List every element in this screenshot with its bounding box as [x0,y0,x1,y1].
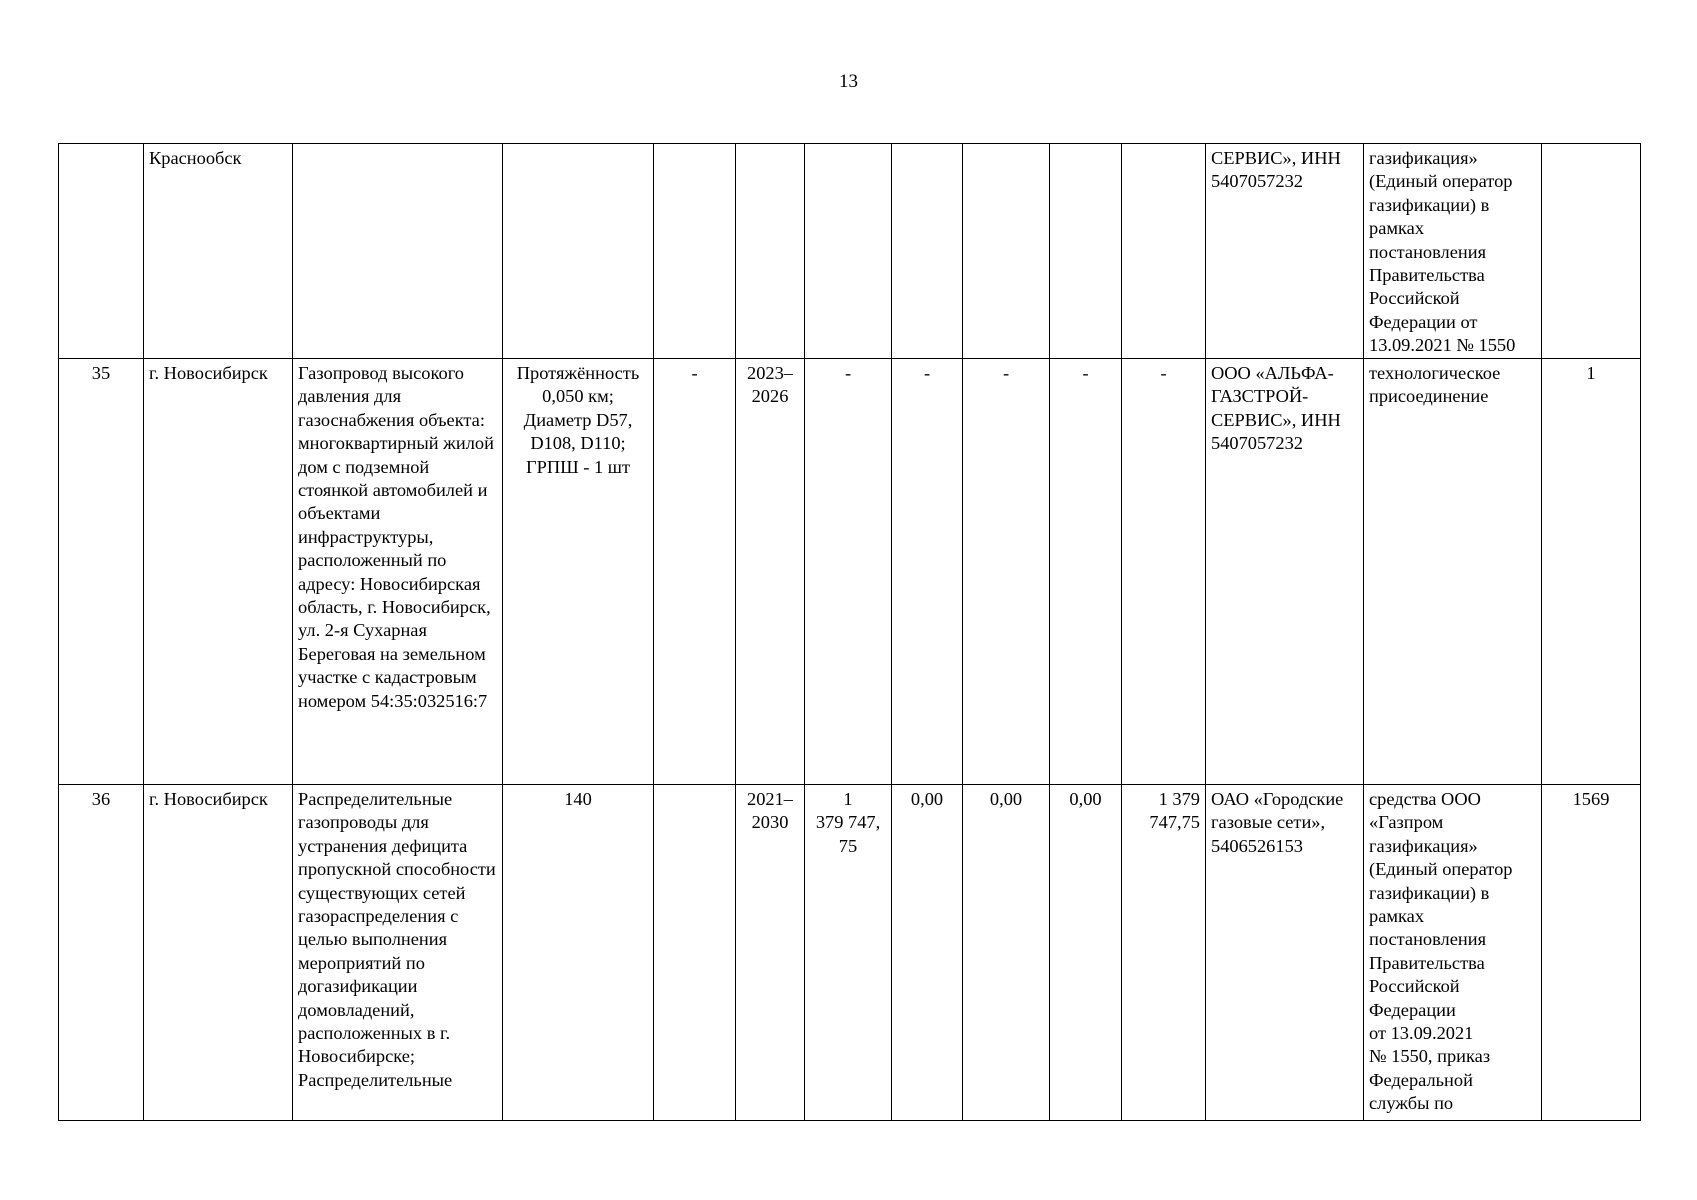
cell-executor: ООО «АЛЬФА-ГАЗСТРОЙ-СЕРВИС», ИНН 5407057232 [1206,359,1364,785]
cell-col11: - [1122,359,1206,785]
cell-source: газификация» (Единый оператор газификации) в рамках постановления Правительства Российской Федерации от 13.09.2021 № 1550 [1364,144,1542,359]
cell-col10: - [1050,359,1122,785]
cell-number: 35 [59,359,144,785]
cell-col9: 0,00 [963,785,1050,1121]
document-table [58,143,1641,1121]
cell-location: г. Новосибирск [144,359,293,785]
cell-last: 1 [1542,359,1641,785]
cell-source: технологическое присоединение [1364,359,1542,785]
cell-period: 2023– 2026 [736,359,805,785]
table-row [59,359,1641,785]
cell-source: средства ООО «Газпром газификация» (Единый оператор газификации) в рамках постановления Правительства Российской Федерации от 13.09.2021 № 1550, приказ Федеральной службы по [1364,785,1542,1121]
table-row [59,144,1641,359]
cell-number [59,144,144,359]
cell-executor: ОАО «Городские газовые сети», 5406526153 [1206,785,1364,1121]
cell-description [293,144,503,359]
cell-location: г. Новосибирск [144,785,293,1121]
cell-col9: - [963,359,1050,785]
cell-last: 1569 [1542,785,1641,1121]
cell-description: Газопровод высокого давления для газоснабжения объекта: многоквартирный жилой дом с подземной стоянкой автомобилей и объектами инфраструктуры, расположенный по адресу: Новосибирская область, г. Новосибирск, ул. 2-я Сухарная Береговая на земельном участке с кадастровым номером 54:35:032516:7 [293,359,503,785]
cell-col7: 1 379 747, 75 [805,785,892,1121]
cell-col7 [805,144,892,359]
cell-number: 36 [59,785,144,1121]
cell-parameters: Протяжённость 0,050 км; Диаметр D57, D108, D110; ГРПШ - 1 шт [503,359,654,785]
cell-col10 [1050,144,1122,359]
page-number: 13 [839,71,858,92]
cell-period: 2021– 2030 [736,785,805,1121]
cell-period [736,144,805,359]
cell-col11 [1122,144,1206,359]
cell-last [1542,144,1641,359]
cell-executor: СЕРВИС», ИНН 5407057232 [1206,144,1364,359]
cell-parameters [503,144,654,359]
cell-col8: - [892,359,963,785]
cell-parameters: 140 [503,785,654,1121]
table-row [59,785,1641,1121]
cell-col5 [654,144,736,359]
cell-col9 [963,144,1050,359]
cell-description: Распределительные газопроводы для устранения дефицита пропускной способности существующих сетей газораспределения с целью выполнения мероприятий по догазификации домовладений, расположенных в г. Новосибирске; Распределительные [293,785,503,1121]
cell-col7: - [805,359,892,785]
cell-location: Краснообск [144,144,293,359]
cell-col5 [654,785,736,1121]
cell-col5: - [654,359,736,785]
cell-col8: 0,00 [892,785,963,1121]
cell-col11: 1 379 747,75 [1122,785,1206,1121]
cell-col10: 0,00 [1050,785,1122,1121]
cell-col8 [892,144,963,359]
